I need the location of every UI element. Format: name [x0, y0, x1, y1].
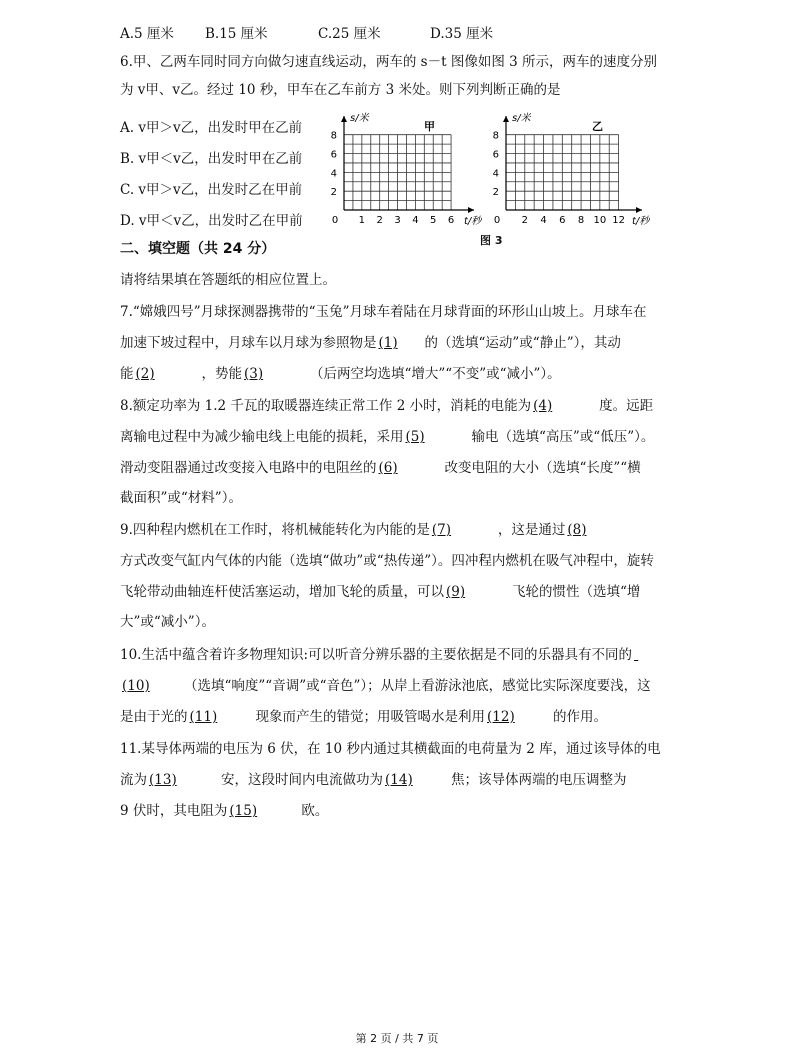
blank-9: (9)	[446, 584, 466, 600]
q10-text: 的作用。	[553, 709, 607, 725]
q6-option-a: A. v甲＞v乙，出发时甲在乙前	[120, 120, 303, 136]
q10-line1	[120, 645, 666, 665]
q10-text: （选填“响度”“音调”或“音色”）；从岸上看游泳池底，感觉比实际深度要浅，这	[184, 678, 651, 694]
x-axis-arrow	[468, 207, 474, 213]
figure-caption: 图 3	[480, 234, 503, 247]
q9-text: 飞轮的惯性（选填“增	[512, 584, 641, 600]
st-graph-jia	[318, 112, 482, 230]
q5-option-a: A.5 厘米	[120, 26, 174, 42]
page-footer: 第 2 页 / 共 7 页	[355, 1032, 439, 1045]
y-tick-label: 2	[330, 187, 337, 199]
q8-line4: 截面积”或“材料”）。	[120, 490, 242, 506]
q11-text: 9 伏时，其电阻为	[120, 803, 228, 819]
x-tick-label: 1	[358, 215, 366, 226]
q11-line3	[120, 801, 328, 821]
q8-line1	[120, 396, 653, 416]
y-tick-label: 8	[492, 130, 499, 142]
q11-text: 欧。	[301, 803, 329, 819]
x-tick-label: 10	[593, 215, 607, 226]
blank-1: (1)	[378, 335, 398, 351]
q7-text: 加速下坡过程中，月球车以月球为参照物是	[120, 335, 377, 351]
x-tick-label: 4	[412, 215, 419, 226]
q8-text: 8.额定功率为 1.2 千瓦的取暖器连续正常工作 2 小时，消耗的电能为	[120, 398, 532, 414]
q8-text: 改变电阻的大小（选填“长度”“横	[444, 460, 641, 476]
section-instruction: 请将结果填在答题纸的相应位置上。	[120, 272, 336, 288]
y-axis-label: s/米	[512, 113, 531, 124]
q6-stem-line1: 6.甲、乙两车同时同方向做匀速直线运动，两车的 s－t 图像如图 3 所示，两车的速度分别	[120, 54, 657, 70]
x-axis-label: t/秒	[464, 216, 482, 227]
blank-10-start	[632, 645, 666, 665]
q6-option-d: D. v甲＜v乙，出发时乙在甲前	[120, 213, 303, 229]
y-tick-label: 4	[330, 168, 337, 180]
q8-line2	[120, 427, 654, 447]
blank-12: (12)	[487, 709, 515, 725]
q10-text: 10.生活中蕴含着许多物理知识:可以听音分辨乐器的主要依据是不同的乐器具有不同的	[120, 647, 633, 663]
blank-5: (5)	[405, 429, 425, 445]
q6-option-c: C. v甲＞v乙，出发时乙在甲前	[120, 182, 303, 198]
x-tick-label: 2	[521, 215, 528, 226]
q8-text: 滑动变阻器通过改变接入电路中的电阻丝的	[120, 460, 377, 476]
blank-8: (8)	[567, 522, 587, 538]
x-tick-label: 12	[612, 215, 625, 226]
q11-line2	[120, 770, 627, 790]
q7-line3	[120, 364, 561, 384]
q5-option-c: C.25 厘米	[318, 26, 381, 42]
y-tick-label: 2	[492, 187, 499, 199]
q8-text: 度。远距	[599, 398, 654, 414]
q11-text: 安，这段时间内电流做功为	[221, 772, 383, 788]
q9-line2: 方式改变气缸内气体的内能（选填“做功”或“热传递”）。四冲程内燃机在吸气冲程中，旋转	[120, 553, 654, 569]
blank-15: (15)	[229, 803, 258, 819]
q10-line3	[120, 707, 607, 727]
graph-title: 乙	[592, 120, 603, 133]
section-heading: 二、填空题（共 24 分）	[120, 241, 276, 257]
y-axis-label: s/米	[350, 113, 369, 124]
q5-option-d: D.35 厘米	[430, 26, 494, 42]
x-tick-label: 6	[447, 215, 455, 226]
graph-title: 甲	[424, 120, 435, 133]
blank-2: (2)	[135, 366, 155, 382]
q7-line1: 7.“嫦娥四号”月球探测器携带的“玉兔”月球车着陆在月球背面的环形山山坡上。月球车在	[120, 304, 647, 320]
x-tick-label: 0	[493, 215, 501, 226]
q9-text: 飞轮带动曲轴连杆使活塞运动，增加飞轮的质量，可以	[120, 584, 444, 600]
blank-14: (14)	[385, 772, 413, 788]
q10-line2	[120, 676, 651, 696]
x-axis-arrow	[636, 207, 642, 213]
blank-11: (11)	[189, 709, 218, 725]
y-tick-label: 6	[492, 149, 499, 161]
x-tick-label: 2	[376, 215, 383, 226]
q6-option-b: B. v甲＜v乙，出发时甲在乙前	[120, 151, 303, 167]
q11-text: 焦；该导体两端的电压调整为	[451, 772, 627, 788]
blank-3: (3)	[244, 366, 264, 382]
x-tick-label: 4	[540, 215, 547, 226]
x-axis-label: t/秒	[632, 216, 650, 227]
x-tick-label: 6	[559, 215, 566, 226]
x-tick-label: 8	[577, 215, 585, 226]
q8-text: 离输电过程中为减少输电线上电能的损耗，采用	[120, 429, 404, 445]
y-tick-label: 6	[330, 149, 337, 161]
x-tick-label: 5	[430, 215, 437, 226]
q9-text: 9.四种程内燃机在工作时，将机械能转化为内能的是	[120, 522, 430, 538]
q7-text: （后两空均选填“增大”“不变”或“减小”）。	[310, 366, 561, 382]
q9-text: ，这是通过	[497, 522, 566, 538]
q9-line4: 大”或“减小”）。	[120, 614, 215, 630]
q9-line3	[120, 582, 640, 602]
q11-line1: 11.某导体两端的电压为 6 伏，在 10 秒内通过其横截面的电荷量为 2 库，通过该导体的电	[120, 741, 661, 757]
y-axis-arrow	[503, 116, 509, 122]
q8-line3	[120, 458, 641, 478]
blank-7: (7)	[431, 522, 452, 538]
blank-10: (10)	[122, 678, 150, 694]
q10-text: 是由于光的	[120, 709, 188, 725]
st-graph-yi	[480, 112, 650, 230]
x-tick-label: 3	[394, 215, 401, 226]
q7-text: ，势能	[201, 366, 242, 382]
q9-line1	[120, 520, 633, 540]
x-tick-label: 0	[331, 215, 339, 226]
q7-line2	[120, 333, 621, 353]
q7-text: 的（选填“运动”或“静止”），其动	[424, 335, 621, 351]
q10-text: 现象而产生的错觉；用吸管喝水是利用	[255, 709, 485, 725]
q11-text: 流为	[120, 772, 147, 788]
q5-option-b: B.15 厘米	[205, 26, 268, 42]
blank-13: (13)	[149, 772, 177, 788]
y-tick-label: 4	[492, 168, 499, 180]
q6-stem-line2: 为 v甲、v乙。经过 10 秒，甲车在乙车前方 3 米处。则下列判断正确的是	[120, 82, 561, 98]
y-tick-label: 8	[330, 130, 337, 142]
y-axis-arrow	[341, 116, 347, 122]
q8-text: 输电（选填“高压”或“低压”）。	[471, 429, 655, 445]
blank-4: (4)	[533, 398, 553, 414]
blank-6: (6)	[378, 460, 398, 476]
q7-text: 能	[120, 366, 134, 382]
